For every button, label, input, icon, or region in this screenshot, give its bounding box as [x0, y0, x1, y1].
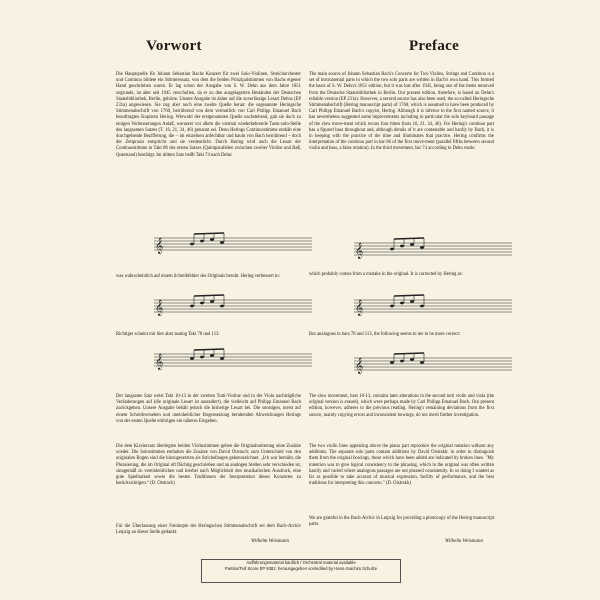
en-paragraph-3: But analogous to bars 78 and 113, the following seems to me to be more correct: — [309, 332, 461, 337]
en-paragraph-4: The slow movement, bars 10-13, contains later alterations in the second tutti violin and viola (the original version is erased), which were perhaps made by Carl Philipp Emanuel Bach. Our present edition, however, adheres to the previous reading. Hering's remaining deviations from the first source, mainly copying errors and inconsistent bowings, do not merit further investigation. — [309, 394, 494, 418]
notice-line-2: Partitur/Full Score EP 9382, herausgegeben von/edited by Hans-Joachim Schulze — [224, 565, 378, 571]
svg-text:𝄞: 𝄞 — [155, 239, 164, 254]
de-paragraph-3: Richtiger scheint mir hier aber analog Takt 78 und 113: — [116, 332, 220, 337]
en-paragraph-2: which probably comes from a mistake in the original. It is corrected by Hering as: — [309, 272, 463, 277]
en-paragraph-1: The main source of Johann Sebastian Bach's Concerto for Two Violins, Strings and Continuo is a set of instrumental parts in which the two solo parts are written in Bach's own hand. This formed the basis of S. W. Dehn's 1851 edition, but it was lost after 1945, being one of the items removed from the Deutsche Staatsbibliothek in Berlin. Our present edition, therefore, is based on Dehn's reliable version (EP 231a). However, a second source has also been used, the so-called Heringsche Stimmenabschrift (Hering manuscript parts) of 1760, which is assumed to have been produced by Carl Philipp Emanuel Bach's copyist, Hering. Although it is inferior to the first named source, it has nevertheless suggested some improvements including in particular the solo keyboard passage of the slow move-ment which recurs four times (bars 16, 21, 34, 46). For Hering's continuo part has a figured bass throughout and, although details of it are contestable and hardly by Bach, it is in keeping with the practice of the time and illuminates that practice. Hering confirms the interpretation of the continuo part in bar 86 of the first move-ment (parallel fifths between second violin and bass, a false relation). In the third movement, bar 74 according to Dehn reads: — [309, 72, 494, 152]
de-paragraph-1: Die Hauptquelle für Johann Sebastian Bachs Konzert für zwei Solo-Violinen, Streichorchester und Continuo bildete ein Stimmensatz, von dem die beiden Prinzipalstimmen von Bachs eigener Hand geschrieben waren. Er lag schon der Ausgabe von S. W. Dehn aus dem Jahre 1851 zugrunde, ist aber seit 1945 verschollen, da er zu den ausgelagerten Beständen der Deutschen Staatsbibliothek, Berlin, gehörte. Unsere Ausgabe ist daher auf die zuverlässige Lesart Dehns (EP 231a) angewiesen. Sie zog aber noch eine zweite Quelle heran: die sogenannte Heringsche Stimmenabschrift von 1760, herrührend von dem vermutlich von Carl Philipp Emanuel Bach beauftragten Kopisten Hering. Wiewohl der erstgenannten Quelle nachstehend, gab sie doch zu einigen Verbesserungen Anlaß, worunter vor allem die viermal wiederkehrende Tasto-solo-Stelle des langsamen Satzes (T. 16, 21, 34, 46) genannt sei. Denn Herings Continuostimme enthält eine durchgehende Bezifferung, die – im einzelnen anfechtbar und kaum von Bach herrührend – doch der Zeitpraxis entspricht und sie verdeutlicht. Durch Hering wird auch die Lesart der Continuostimme in Takt 86 des ersten Satzes (Quintparallelen zwischen zweiter Violine und Baß, Querstand) bestätigt. Im dritten Satz heißt Takt 74 nach Dehn: — [116, 72, 301, 158]
material-notice-box — [201, 559, 401, 583]
de-paragraph-2: was wahrscheinlich auf einem Schreibfehler des Originals beruht. Hering verbessert in: — [116, 274, 280, 279]
de-paragraph-6: Für die Überlassung einer Fotokopie der Heringschen Stimmenabschrift sei dem Bach-Archiv Leipzig an dieser Stelle gedankt. — [116, 524, 301, 536]
en-music-example-1 — [352, 237, 517, 259]
de-signature: Wilhelm Weismann — [251, 539, 290, 544]
en-paragraph-5: The two violin lines appearing above the piano part reproduce the original notation without any additions. The separate solo parts contain additions by David Oistrakh: in order to distinguish them from the original bowings, those which have been added are indicated by broken lines. "My intention was to give logical consistency to the phrasing, which in the original was often written hastily and varied where analogous passages are not phrased consistently. In so doing I wanted as far as possible to take account of musical expression, facility of performance, and the best traditions for interpreting this concerto." (D. Oistrakh) — [309, 444, 494, 487]
de-music-example-3 — [152, 348, 317, 370]
svg-text:𝄞: 𝄞 — [355, 301, 364, 316]
svg-text:𝄞: 𝄞 — [355, 244, 364, 259]
de-paragraph-4: Der langsame Satz weist Takt 10-13 in der zweiten Tutti-Violine und in der Viola nachträgliche Veränderungen auf (die originale Lesart ist ausradiert), die vielleicht auf Philipp Emanuel Bach zurückgehen. Unsere Ausgabe behält jedoch die bisherige Lesart bei. Die sonstigen, meist auf einem Schreibversehen und uneinheitlicher Bogensetzung beruhenden Abweichungen Herings von der ersten Quelle erübrigen ein näheres Eingehen. — [116, 394, 301, 424]
svg-text:𝄞: 𝄞 — [155, 301, 164, 316]
svg-text:𝄞: 𝄞 — [155, 355, 164, 370]
de-music-example-2 — [152, 294, 317, 316]
en-music-example-2 — [352, 294, 517, 316]
svg-text:𝄞: 𝄞 — [355, 359, 364, 374]
de-paragraph-5: Die dem Klaviersatz überlegten beiden Violinstimmen geben die Originalnotierung ohne Zusätze wieder. Die Solostimmen enthalten die Zusätze von David Oistrach; zum Unterschied von den originalen Bogen sind die hinzugesetzten als Strichelbogen gekennzeichnet. „Ich war bemüht, die Phrasierung, die im Original oft flüchtig geschrieben und an analogen Stellen sehr verschieden ist, sinngemäß zu vereinheitlichen und hierbei nach Möglichkeit den musikalischen Ausdruck, eine gute Spielbarkeit sowie die besten Traditionen der Interpretation dieses Konzertes zu berücksichtigen.“ (D. Oistrach) — [116, 444, 301, 487]
title-preface: Preface — [408, 38, 460, 54]
en-signature: Wilhelm Weismann — [445, 539, 484, 544]
en-music-example-3 — [352, 352, 517, 374]
de-music-example-1 — [152, 232, 317, 254]
notice-line-1: Aufführungsmaterial käuflich / Orchestral material available — [246, 560, 356, 565]
title-vorwort: Vorwort — [146, 38, 202, 54]
en-paragraph-6: We are grateful to the Bach-Archiv in Leipzig for providing a photocopy of the Hering manuscript parts. — [309, 516, 494, 528]
